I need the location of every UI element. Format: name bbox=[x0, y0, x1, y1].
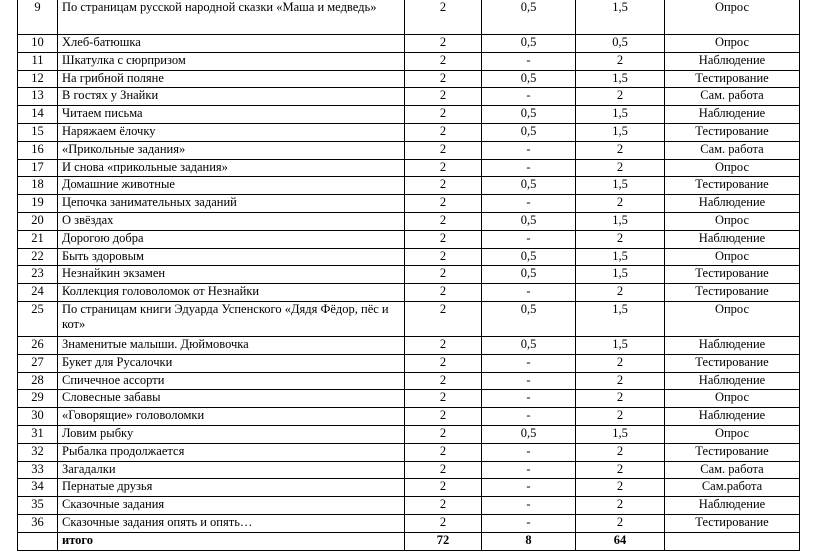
theory-hours-cell: 0,5 bbox=[482, 35, 576, 53]
lesson-topic-cell: По страницам русской народной сказки «Маша и медведь» bbox=[58, 0, 405, 35]
control-form-cell: Опрос bbox=[665, 248, 800, 266]
lesson-topic-cell: «Прикольные задания» bbox=[58, 141, 405, 159]
table-row bbox=[18, 514, 800, 532]
theory-hours-cell: - bbox=[482, 159, 576, 177]
total-label-cell: итого bbox=[58, 532, 405, 550]
lesson-number-cell: 17 bbox=[18, 159, 58, 177]
lesson-topic-cell: Шкатулка с сюрпризом bbox=[58, 52, 405, 70]
total-hours-cell: 2 bbox=[405, 390, 482, 408]
practice-hours-cell: 1,5 bbox=[576, 123, 665, 141]
lesson-number-cell: 34 bbox=[18, 479, 58, 497]
control-form-cell: Сам.работа bbox=[665, 479, 800, 497]
total-hours-cell: 2 bbox=[405, 230, 482, 248]
practice-hours-cell: 2 bbox=[576, 461, 665, 479]
curriculum-table bbox=[17, 0, 800, 551]
control-form-cell: Тестирование bbox=[665, 177, 800, 195]
theory-hours-cell: - bbox=[482, 354, 576, 372]
practice-hours-cell: 2 bbox=[576, 514, 665, 532]
table-row bbox=[18, 497, 800, 515]
lesson-topic-cell: Цепочка занимательных заданий bbox=[58, 195, 405, 213]
table-row bbox=[18, 336, 800, 354]
lesson-number-cell: 16 bbox=[18, 141, 58, 159]
theory-hours-cell: 0,5 bbox=[482, 177, 576, 195]
lesson-number-cell: 35 bbox=[18, 497, 58, 515]
table-row bbox=[18, 123, 800, 141]
control-form-cell: Тестирование bbox=[665, 514, 800, 532]
total-hours-cell: 2 bbox=[405, 284, 482, 302]
theory-hours-cell: 0,5 bbox=[482, 248, 576, 266]
theory-hours-cell: - bbox=[482, 52, 576, 70]
control-form-cell: Наблюдение bbox=[665, 336, 800, 354]
theory-hours-cell: - bbox=[482, 461, 576, 479]
practice-hours-cell: 1,5 bbox=[576, 266, 665, 284]
theory-hours-cell: - bbox=[482, 372, 576, 390]
theory-hours-cell: - bbox=[482, 230, 576, 248]
lesson-topic-cell: Коллекция головоломок от Незнайки bbox=[58, 284, 405, 302]
practice-hours-cell: 2 bbox=[576, 284, 665, 302]
lesson-topic-cell: Ловим рыбку bbox=[58, 425, 405, 443]
total-hours-cell: 2 bbox=[405, 425, 482, 443]
theory-hours-cell: - bbox=[482, 408, 576, 426]
lesson-number-cell: 13 bbox=[18, 88, 58, 106]
theory-hours-cell: 0,5 bbox=[482, 336, 576, 354]
practice-hours-cell: 2 bbox=[576, 390, 665, 408]
lesson-number-cell: 19 bbox=[18, 195, 58, 213]
total-hours-cell: 2 bbox=[405, 408, 482, 426]
total-hours-cell: 2 bbox=[405, 35, 482, 53]
control-form-cell: Наблюдение bbox=[665, 195, 800, 213]
lesson-topic-cell: По страницам книги Эдуарда Успенского «Дядя Фёдор, пёс и кот» bbox=[58, 301, 405, 336]
total-row bbox=[18, 532, 800, 550]
practice-hours-cell: 1,5 bbox=[576, 425, 665, 443]
lesson-number-cell: 36 bbox=[18, 514, 58, 532]
lesson-number-cell: 33 bbox=[18, 461, 58, 479]
total-hours-cell: 2 bbox=[405, 461, 482, 479]
total-form-cell bbox=[665, 532, 800, 550]
control-form-cell: Тестирование bbox=[665, 70, 800, 88]
practice-hours-cell: 2 bbox=[576, 497, 665, 515]
theory-hours-cell: 0,5 bbox=[482, 301, 576, 336]
total-hours-cell: 2 bbox=[405, 479, 482, 497]
total-hours-cell: 2 bbox=[405, 159, 482, 177]
lesson-number-cell: 22 bbox=[18, 248, 58, 266]
lesson-number-cell: 11 bbox=[18, 52, 58, 70]
practice-hours-cell: 1,5 bbox=[576, 70, 665, 88]
control-form-cell: Опрос bbox=[665, 425, 800, 443]
practice-hours-cell: 1,5 bbox=[576, 0, 665, 35]
practice-hours-cell: 1,5 bbox=[576, 248, 665, 266]
lesson-number-cell: 12 bbox=[18, 70, 58, 88]
lesson-number-cell: 28 bbox=[18, 372, 58, 390]
theory-hours-cell: - bbox=[482, 497, 576, 515]
table-row bbox=[18, 372, 800, 390]
practice-hours-cell: 2 bbox=[576, 195, 665, 213]
lesson-number-cell: 18 bbox=[18, 177, 58, 195]
total-hours-cell: 2 bbox=[405, 141, 482, 159]
lesson-topic-cell: Наряжаем ёлочку bbox=[58, 123, 405, 141]
total-hours-cell: 2 bbox=[405, 52, 482, 70]
lesson-topic-cell: На грибной поляне bbox=[58, 70, 405, 88]
lesson-topic-cell: Быть здоровым bbox=[58, 248, 405, 266]
table-row bbox=[18, 106, 800, 124]
total-hours-sum-cell: 72 bbox=[405, 532, 482, 550]
table-row bbox=[18, 266, 800, 284]
control-form-cell: Опрос bbox=[665, 301, 800, 336]
theory-hours-cell: - bbox=[482, 195, 576, 213]
lesson-topic-cell: Дорогою добра bbox=[58, 230, 405, 248]
lesson-topic-cell: Пернатые друзья bbox=[58, 479, 405, 497]
lesson-number-cell: 21 bbox=[18, 230, 58, 248]
total-hours-cell: 2 bbox=[405, 0, 482, 35]
practice-hours-cell: 2 bbox=[576, 479, 665, 497]
control-form-cell: Опрос bbox=[665, 0, 800, 35]
lesson-topic-cell: Загадалки bbox=[58, 461, 405, 479]
total-hours-cell: 2 bbox=[405, 301, 482, 336]
practice-hours-cell: 1,5 bbox=[576, 177, 665, 195]
total-hours-cell: 2 bbox=[405, 443, 482, 461]
lesson-number-cell: 9 bbox=[18, 0, 58, 35]
lesson-topic-cell: Сказочные задания опять и опять… bbox=[58, 514, 405, 532]
table-row bbox=[18, 177, 800, 195]
practice-hours-cell: 2 bbox=[576, 230, 665, 248]
control-form-cell: Сам. работа bbox=[665, 461, 800, 479]
control-form-cell: Наблюдение bbox=[665, 408, 800, 426]
practice-hours-cell: 2 bbox=[576, 443, 665, 461]
theory-hours-cell: 0,5 bbox=[482, 70, 576, 88]
theory-hours-cell: - bbox=[482, 284, 576, 302]
theory-hours-cell: - bbox=[482, 479, 576, 497]
total-hours-cell: 2 bbox=[405, 106, 482, 124]
theory-hours-cell: 0,5 bbox=[482, 0, 576, 35]
control-form-cell: Опрос bbox=[665, 159, 800, 177]
practice-hours-cell: 1,5 bbox=[576, 106, 665, 124]
control-form-cell: Тестирование bbox=[665, 123, 800, 141]
table-row bbox=[18, 301, 800, 336]
total-hours-cell: 2 bbox=[405, 248, 482, 266]
practice-hours-cell: 2 bbox=[576, 52, 665, 70]
practice-hours-cell: 2 bbox=[576, 88, 665, 106]
practice-hours-cell: 2 bbox=[576, 354, 665, 372]
table-row bbox=[18, 230, 800, 248]
theory-hours-cell: 0,5 bbox=[482, 123, 576, 141]
lesson-topic-cell: Рыбалка продолжается bbox=[58, 443, 405, 461]
theory-hours-cell: - bbox=[482, 88, 576, 106]
table-row bbox=[18, 443, 800, 461]
total-hours-cell: 2 bbox=[405, 497, 482, 515]
lesson-topic-cell: Читаем письма bbox=[58, 106, 405, 124]
theory-hours-cell: 0,5 bbox=[482, 266, 576, 284]
table-row bbox=[18, 284, 800, 302]
lesson-number-cell: 20 bbox=[18, 212, 58, 230]
lesson-topic-cell: Хлеб-батюшка bbox=[58, 35, 405, 53]
total-theory-sum-cell: 8 bbox=[482, 532, 576, 550]
practice-hours-cell: 2 bbox=[576, 141, 665, 159]
practice-hours-cell: 2 bbox=[576, 159, 665, 177]
lesson-topic-cell: Спичечное ассорти bbox=[58, 372, 405, 390]
total-hours-cell: 2 bbox=[405, 70, 482, 88]
total-hours-cell: 2 bbox=[405, 177, 482, 195]
table-row bbox=[18, 70, 800, 88]
theory-hours-cell: - bbox=[482, 141, 576, 159]
lesson-topic-cell: Знаменитые малыши. Дюймовочка bbox=[58, 336, 405, 354]
practice-hours-cell: 1,5 bbox=[576, 212, 665, 230]
theory-hours-cell: 0,5 bbox=[482, 106, 576, 124]
table-row bbox=[18, 354, 800, 372]
total-hours-cell: 2 bbox=[405, 212, 482, 230]
lesson-topic-cell: О звёздах bbox=[58, 212, 405, 230]
control-form-cell: Опрос bbox=[665, 390, 800, 408]
control-form-cell: Тестирование bbox=[665, 284, 800, 302]
lesson-number-cell: 27 bbox=[18, 354, 58, 372]
total-empty-cell bbox=[18, 532, 58, 550]
control-form-cell: Наблюдение bbox=[665, 230, 800, 248]
lesson-topic-cell: Незнайкин экзамен bbox=[58, 266, 405, 284]
control-form-cell: Наблюдение bbox=[665, 106, 800, 124]
theory-hours-cell: - bbox=[482, 390, 576, 408]
lesson-number-cell: 30 bbox=[18, 408, 58, 426]
lesson-number-cell: 29 bbox=[18, 390, 58, 408]
total-hours-cell: 2 bbox=[405, 514, 482, 532]
lesson-number-cell: 25 bbox=[18, 301, 58, 336]
total-hours-cell: 2 bbox=[405, 123, 482, 141]
lesson-topic-cell: Букет для Русалочки bbox=[58, 354, 405, 372]
control-form-cell: Сам. работа bbox=[665, 141, 800, 159]
table-row bbox=[18, 390, 800, 408]
table-row bbox=[18, 52, 800, 70]
lesson-number-cell: 23 bbox=[18, 266, 58, 284]
lesson-topic-cell: Словесные забавы bbox=[58, 390, 405, 408]
theory-hours-cell: - bbox=[482, 443, 576, 461]
theory-hours-cell: 0,5 bbox=[482, 425, 576, 443]
theory-hours-cell: 0,5 bbox=[482, 212, 576, 230]
table-body bbox=[18, 0, 800, 550]
control-form-cell: Опрос bbox=[665, 35, 800, 53]
control-form-cell: Наблюдение bbox=[665, 52, 800, 70]
control-form-cell: Тестирование bbox=[665, 266, 800, 284]
lesson-number-cell: 14 bbox=[18, 106, 58, 124]
table-row bbox=[18, 88, 800, 106]
lesson-number-cell: 24 bbox=[18, 284, 58, 302]
table-row bbox=[18, 35, 800, 53]
control-form-cell: Опрос bbox=[665, 212, 800, 230]
lesson-number-cell: 26 bbox=[18, 336, 58, 354]
lesson-topic-cell: Сказочные задания bbox=[58, 497, 405, 515]
total-practice-sum-cell: 64 bbox=[576, 532, 665, 550]
lesson-number-cell: 32 bbox=[18, 443, 58, 461]
total-hours-cell: 2 bbox=[405, 354, 482, 372]
lesson-topic-cell: Домашние животные bbox=[58, 177, 405, 195]
total-hours-cell: 2 bbox=[405, 88, 482, 106]
control-form-cell: Наблюдение bbox=[665, 497, 800, 515]
total-hours-cell: 2 bbox=[405, 372, 482, 390]
total-hours-cell: 2 bbox=[405, 195, 482, 213]
practice-hours-cell: 1,5 bbox=[576, 336, 665, 354]
total-hours-cell: 2 bbox=[405, 266, 482, 284]
table-row bbox=[18, 425, 800, 443]
total-hours-cell: 2 bbox=[405, 336, 482, 354]
control-form-cell: Наблюдение bbox=[665, 372, 800, 390]
practice-hours-cell: 0,5 bbox=[576, 35, 665, 53]
control-form-cell: Тестирование bbox=[665, 354, 800, 372]
table-row bbox=[18, 159, 800, 177]
practice-hours-cell: 2 bbox=[576, 408, 665, 426]
table-row bbox=[18, 408, 800, 426]
table-row bbox=[18, 0, 800, 35]
practice-hours-cell: 1,5 bbox=[576, 301, 665, 336]
table-row bbox=[18, 461, 800, 479]
table-row bbox=[18, 212, 800, 230]
lesson-topic-cell: В гостях у Знайки bbox=[58, 88, 405, 106]
practice-hours-cell: 2 bbox=[576, 372, 665, 390]
lesson-number-cell: 15 bbox=[18, 123, 58, 141]
table-row bbox=[18, 248, 800, 266]
lesson-number-cell: 10 bbox=[18, 35, 58, 53]
table-row bbox=[18, 479, 800, 497]
table-row bbox=[18, 141, 800, 159]
control-form-cell: Сам. работа bbox=[665, 88, 800, 106]
lesson-topic-cell: «Говорящие» головоломки bbox=[58, 408, 405, 426]
theory-hours-cell: - bbox=[482, 514, 576, 532]
lesson-topic-cell: И снова «прикольные задания» bbox=[58, 159, 405, 177]
control-form-cell: Тестирование bbox=[665, 443, 800, 461]
table-row bbox=[18, 195, 800, 213]
lesson-number-cell: 31 bbox=[18, 425, 58, 443]
